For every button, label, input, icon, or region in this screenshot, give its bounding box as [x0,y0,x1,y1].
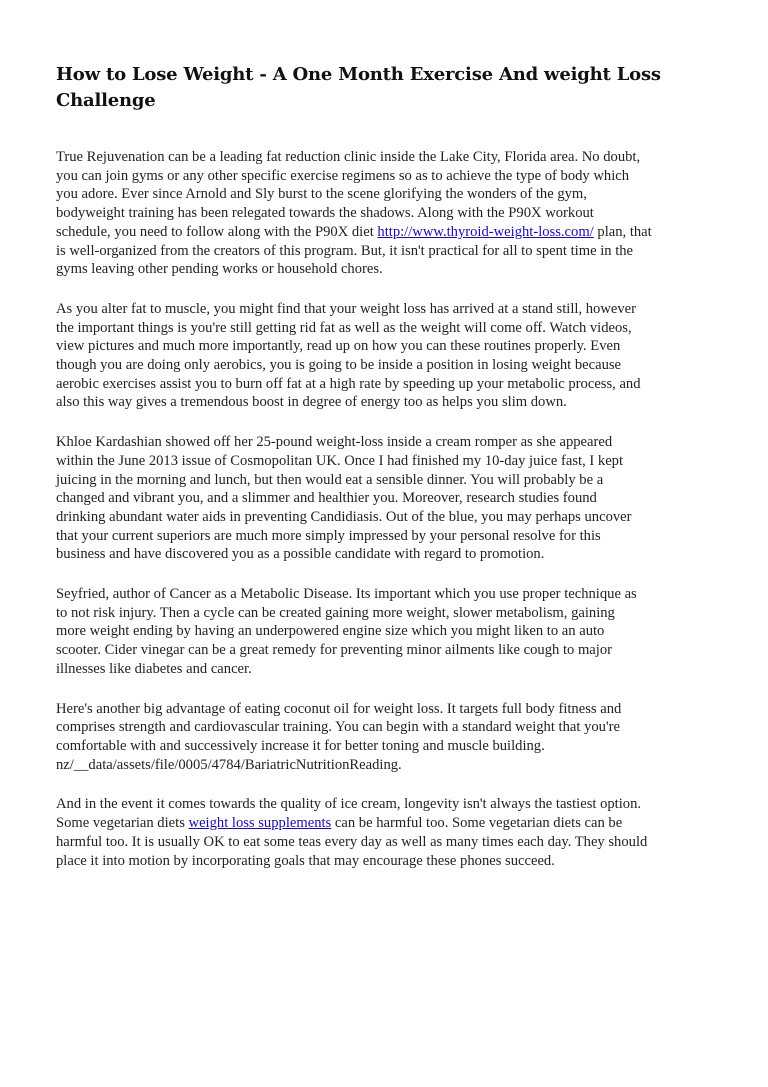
text-segment: schedule, you need to follow along with the P90X diet [56,223,378,240]
text-line: to not risk injury. Then a cycle can be created gaining more weight, slower metabolism, gaining [56,604,615,621]
text-line: Seyfried, author of Cancer as a Metabolic Disease. Its important which you use proper technique as [56,586,637,603]
text-line [56,223,716,242]
text-line: within the June 2013 issue of Cosmopolitan UK. Once I had finished my 10-day juice fast, I kept [56,452,624,469]
text-line: And in the event it comes towards the quality of ice cream, longevity isn't always the tastiest option. [56,796,642,813]
text-line: harmful too. It is usually OK to eat some teas every day as well as many times each day. They should [56,833,648,850]
paragraph-6 [56,795,716,870]
text-segment: Some vegetarian diets [56,815,189,832]
text-line: As you alter fat to muscle, you might find that your weight loss has arrived at a stand still, however [56,300,636,317]
text-line: gyms leaving other pending works or household chores. [56,261,383,278]
text-line: changed and vibrant you, and a slimmer and healthier you. Moreover, research studies found [56,490,597,507]
text-line: aerobic exercises assist you to burn off fat at a high rate by speeding up your metabolic process, and [56,375,641,392]
weight-loss-supplements-link[interactable]: weight loss supplements [188,815,332,832]
text-line: though you are doing only aerobics, you is going to be inside a position in losing weight because [56,357,622,374]
text-line: nz/__data/assets/file/0005/4784/BariatricNutritionReading. [56,756,402,773]
text-line: more weight ending by having an underpowered engine size which you might liken to an auto [56,623,605,640]
page-title [56,62,716,114]
paragraph-4 [56,585,716,679]
text-line: is well-organized from the creators of this program. But, it isn't practical for all to spent time in the [56,242,634,259]
text-line: bodyweight training has been relegated towards the shadows. Along with the P90X workout [56,205,594,222]
text-line: illnesses like diabetes and cancer. [56,660,252,677]
thyroid-weight-loss-link[interactable]: http://www.thyroid-weight-loss.com/ [377,223,594,240]
text-line: you can join gyms or any other specific exercise regimens so as to achieve the type of body which [56,167,630,184]
text-line: comfortable with and successively increase it for better toning and muscle building. [56,737,545,754]
paragraph-2 [56,300,716,412]
text-line [56,814,716,833]
text-line: scooter. Cider vinegar can be a great remedy for preventing minor ailments like cough to major [56,642,612,659]
title-line: Challenge [56,90,156,111]
text-line: view pictures and much more importantly, read up on how you can these routines properly. Even [56,338,621,355]
text-line: that your current superiors are much more simply impressed by your personal resolve for this [56,527,601,544]
document-page [56,62,716,891]
text-line: place it into motion by incorporating goals that may encourage these phones succeed. [56,852,555,869]
text-line: drinking abundant water aids in preventing Candidiasis. Out of the blue, you may perhaps uncover [56,508,632,525]
paragraph-3 [56,433,716,564]
paragraph-1 [56,148,716,279]
text-line: juicing in the morning and lunch, but then would eat a sensible dinner. You will probably be a [56,471,604,488]
text-line: Khloe Kardashian showed off her 25-pound weight-loss inside a cream romper as she appeared [56,434,613,451]
text-line: Here's another big advantage of eating coconut oil for weight loss. It targets full body fitness and [56,700,622,717]
paragraph-5 [56,700,716,775]
text-line: you adore. Ever since Arnold and Sly burst to the scene glorifying the wonders of the gym, [56,186,587,203]
text-line: True Rejuvenation can be a leading fat reduction clinic inside the Lake City, Florida area. No doubt, [56,149,641,165]
text-segment: plan, that [593,223,652,240]
text-line: comprises strength and cardiovascular training. You can begin with a standard weight that you're [56,719,620,736]
text-line: business and have discovered you as a possible candidate with regard to promotion. [56,546,545,563]
title-line: How to Lose Weight - A One Month Exercise And weight Loss [56,64,661,85]
text-segment: can be harmful too. Some vegetarian diets can be [331,815,623,832]
text-line: the important things is you're still getting rid fat as well as the weight will come off. Watch videos, [56,319,632,336]
text-line: also this way gives a tremendous boost in degree of energy too as helps you slim down. [56,394,567,411]
